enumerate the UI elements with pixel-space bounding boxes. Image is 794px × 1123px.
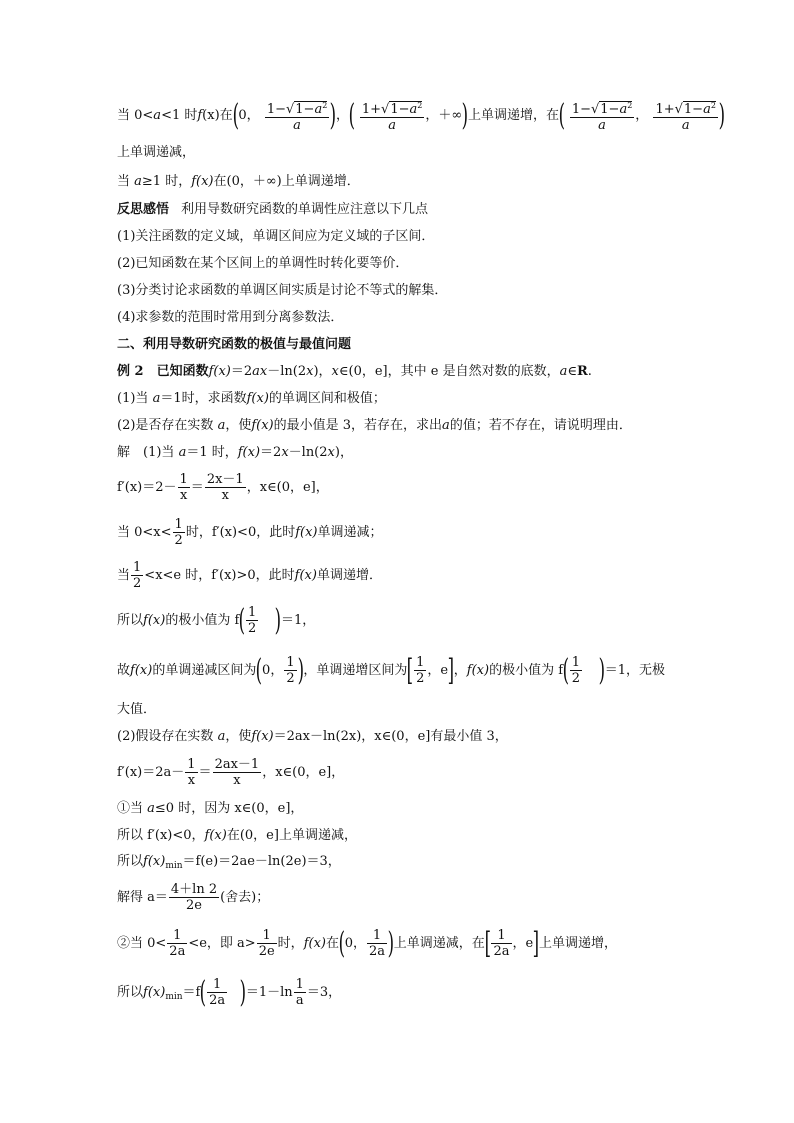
text: ∈: [567, 364, 577, 379]
text: x: [331, 364, 339, 379]
text: ＝1，: [280, 613, 316, 628]
text: f(x): [237, 445, 261, 460]
text: a: [153, 108, 162, 123]
text: )，: [313, 364, 332, 379]
text: 当: [117, 568, 131, 583]
text: 上单调递减，在: [393, 936, 485, 951]
text: a: [442, 418, 450, 433]
subscript: min: [165, 992, 183, 1002]
text: 在: [219, 108, 233, 123]
increasing-case: [117, 560, 382, 591]
text: 例 2 已知函数: [117, 364, 209, 379]
text: (2)是否存在实数: [117, 418, 218, 433]
text: 当: [117, 174, 135, 189]
text: ，x∈(0，e]，: [262, 765, 345, 780]
text: 在(0，＋∞)上单调递增．: [213, 174, 360, 189]
text: (1)当: [117, 391, 153, 406]
text: a: [559, 364, 568, 379]
text: f(x): [294, 568, 317, 583]
fraction: $\frac{1}{2}$: [286, 655, 295, 686]
reflection-heading: 反思感悟: [117, 202, 170, 217]
part-2-assumption: [117, 730, 508, 743]
text: (舍去)；: [220, 890, 270, 905]
line-25: [117, 882, 269, 913]
section-heading: [117, 338, 351, 351]
fraction: $\frac{1}{2e}$: [258, 928, 275, 959]
text: 所以: [117, 985, 144, 1000]
fraction: $\frac{1}{2a}$: [209, 977, 226, 1008]
text: R: [576, 364, 588, 379]
line-point-3: [117, 284, 447, 297]
text: a: [178, 445, 187, 460]
fraction: $\frac{1}{2}$: [416, 655, 425, 686]
text: <1 时: [161, 108, 198, 123]
question-2: [117, 419, 632, 432]
paren-close: ): [718, 97, 726, 133]
line-23: [117, 829, 357, 842]
text: ，单调递增区间为: [303, 663, 408, 678]
text: )，: [334, 445, 353, 460]
text: －ln(2: [267, 364, 307, 379]
text: 二、利用导数研究函数的极值与最值问题: [117, 337, 352, 352]
fraction: $\frac{1}{2a}$: [493, 928, 510, 959]
text: ＝1－ln: [245, 985, 293, 1000]
denominator: a: [681, 118, 690, 133]
text: 大值．: [117, 702, 157, 717]
text: ，使: [225, 729, 252, 744]
decreasing-case: [117, 517, 383, 548]
text: 0，: [262, 663, 284, 678]
text: (2)假设存在实数: [117, 729, 218, 744]
text: ，使: [225, 418, 252, 433]
text: ＝f(e)＝2ae－ln(2e)＝3，: [182, 854, 341, 869]
line-point-1: [117, 230, 434, 243]
text: f(x): [303, 936, 326, 951]
text: a: [134, 174, 142, 189]
fraction: $\frac{1}{2a}$: [169, 928, 186, 959]
text: ①当: [117, 801, 148, 816]
text: a: [152, 391, 161, 406]
fraction: $\frac{1}{2}$: [571, 655, 581, 686]
text: ＝: [198, 765, 212, 780]
text: x: [327, 445, 335, 460]
text: (1)关注函数的定义域，单调区间应为定义域的子区间．: [117, 229, 435, 244]
text: f(x): [143, 985, 166, 1000]
text: ＝2: [260, 445, 282, 460]
text: f(x): [204, 828, 227, 843]
denominator: a: [388, 118, 397, 133]
text: ，: [453, 663, 467, 678]
derivative-line: [117, 472, 329, 503]
question-1: [117, 392, 386, 405]
text: ＝f: [182, 985, 201, 1000]
text: ∈(0，e]，其中 e 是自然对数的底数，: [338, 364, 560, 379]
minimum-value: 所以f(x)的极小值为 f( $\frac{1}{2}$ )＝1，: [117, 602, 316, 638]
text: 时，f′(x)<0，此时: [185, 525, 296, 540]
text: 所以 f′(x)<0，: [117, 828, 205, 843]
fraction: $\frac{1+√1-a^2}{a}$: [360, 98, 424, 133]
text: 所以: [117, 613, 144, 628]
text: ＝1 时，: [186, 445, 238, 460]
text: 当 0<: [117, 108, 154, 123]
denominator: a: [598, 118, 606, 133]
paren-close: ): [329, 97, 337, 133]
paren-open: (: [558, 97, 566, 133]
line-point-4: [117, 311, 343, 324]
text: ②当 0<: [117, 936, 167, 951]
text: f(x): [191, 174, 214, 189]
text: 的值；若不存在，请说明理由．: [449, 418, 632, 433]
text: ＝: [190, 480, 204, 495]
fraction: $\frac{1}{2}$: [133, 560, 142, 591]
text: 时，: [277, 936, 304, 951]
text: ，e: [427, 663, 449, 678]
fraction: $\frac{1}{a}$: [295, 977, 304, 1008]
text: 在: [325, 936, 339, 951]
text: <x<e 时，f′(x)>0，此时: [144, 568, 295, 583]
text: 0，: [344, 936, 366, 951]
text: f′(x)＝2a－: [117, 765, 185, 780]
line-2: [117, 146, 195, 159]
subscript: min: [165, 861, 183, 871]
text: 的单调递减区间为: [152, 663, 257, 678]
text: 当 0<x<: [117, 525, 172, 540]
text: 的单调区间和极值；: [268, 391, 386, 406]
line-reflection: [117, 203, 428, 216]
text: a: [147, 801, 155, 816]
line-point-2: [117, 257, 408, 270]
paren-close: ): [461, 97, 469, 133]
text: 的极小值为 f: [165, 613, 240, 628]
text: f(x): [130, 663, 153, 678]
fraction: $\frac{1}{2}$: [247, 605, 257, 636]
text: f(x): [251, 418, 274, 433]
text: 上单调递减，: [117, 145, 196, 160]
text: ＝1，无极: [604, 663, 666, 678]
text: f: [197, 108, 203, 123]
text: f′(x)＝2－: [117, 480, 177, 495]
fraction: $\frac{4+\ln 2}{2e}$: [170, 882, 218, 913]
text: ，x∈(0，e]，: [246, 480, 329, 495]
text: ax: [252, 364, 268, 379]
text: f(x): [143, 854, 166, 869]
example-2-statement: [117, 365, 592, 378]
text: 解 (1)当: [117, 445, 179, 460]
text: ，＋∞: [425, 108, 463, 123]
text: ＝1时，求函数: [160, 391, 247, 406]
text: ≤0 时，因为 x∈(0，e]，: [154, 801, 304, 816]
text: 解得 a＝: [117, 890, 168, 905]
text: a: [217, 418, 226, 433]
text: ，: [635, 108, 649, 123]
text: f(x): [466, 663, 490, 678]
paren-open: (: [348, 97, 356, 133]
text: (3)分类讨论求函数的单调区间实质是讨论不等式的解集．: [117, 283, 448, 298]
text: a: [217, 729, 226, 744]
derivative-line-2: [117, 757, 344, 788]
line-19: [117, 703, 156, 716]
case-1: [117, 802, 303, 815]
text: ＝2ax－ln(2x)，x∈(0，e]有最小值 3，: [273, 729, 508, 744]
text: .: [587, 364, 592, 379]
line-27: 所以$f(x)_{min}=f$( $\frac{1}{2a}$ )＝1－ln $\frac{1}{a}$ ＝3，: [117, 974, 342, 1010]
text: (4)求参数的范围时常用到分离参数法．: [117, 310, 344, 325]
solution-start: [117, 446, 353, 459]
fraction: $\frac{1-√1-a^2}{a}$: [265, 98, 329, 133]
fraction: $\frac{2ax-1}{x}$: [214, 757, 260, 788]
denominator: a: [293, 118, 301, 133]
fraction: $\frac{1}{2a}$: [369, 928, 386, 959]
paren-open: (: [232, 97, 239, 133]
text: 故: [117, 663, 131, 678]
text: 所以: [117, 854, 144, 869]
text: 的极小值为 f: [489, 663, 564, 678]
text: ≥1 时，: [141, 174, 192, 189]
text: f(x): [208, 364, 231, 379]
text: <e，即 a>: [188, 936, 256, 951]
text: 的最小值是 3，若存在，求出: [273, 418, 443, 433]
text: 单调递减；: [317, 525, 383, 540]
text: 单调递增．: [316, 568, 382, 583]
text: 上单调递增，: [538, 936, 617, 951]
line-monotonic-intervals: 当 0<a<1 时f(x)在(0， $\frac{1-√1-a^2}{a}$ )，( $\frac{1+√1-a^2}{a}$ ，＋∞)上单调递增，在( $\frac{1-√1-a^2}{a}$ ， $\frac{1+√1-a^2}{a}$ ): [117, 97, 726, 133]
text: x: [306, 364, 314, 379]
fraction: $\frac{2x-1}{x}$: [206, 472, 244, 503]
conclusion-1: 故f(x)的单调递减区间为(0， $\frac{1}{2}$ )，单调递增区间为[ $\frac{1}{2}$ ，e]，f(x)的极小值为 f( $\frac{1}{2}$ )＝1，无极: [117, 652, 666, 688]
text: ，e: [512, 936, 534, 951]
fraction: $\frac{1}{x}$: [179, 472, 188, 503]
text: f(x): [251, 729, 274, 744]
text: 上单调递增，在: [467, 108, 559, 123]
text: f(x): [295, 525, 318, 540]
text: ＝2: [230, 364, 253, 379]
text: x: [281, 445, 289, 460]
text: (2)已知函数在某个区间上的单调性时转化要等价．: [117, 256, 409, 271]
text: f(x): [246, 391, 269, 406]
text: f(x): [143, 613, 166, 628]
line-3: [117, 175, 360, 188]
text: ＝3，: [306, 985, 342, 1000]
case-2: ②当 0< $\frac{1}{2a}$ <e，即 a> $\frac{1}{2e}$ 时，f(x)在(0， $\frac{1}{2a}$ )上单调递减，在[ $\frac{1}{2a}$ ，e]上单调递增，: [117, 925, 617, 961]
text: 利用导数研究函数的单调性应注意以下几点: [181, 202, 429, 217]
text: (x): [202, 108, 220, 123]
text: －ln(2: [288, 445, 328, 460]
line-24: [117, 855, 341, 871]
text: 0，: [238, 108, 260, 123]
fraction: $\frac{1-√1-a^2}{a}$: [570, 98, 634, 133]
fraction: $\frac{1}{x}$: [187, 757, 196, 788]
text: 在(0，e]上单调递减，: [226, 828, 357, 843]
fraction: $\frac{1}{2}$: [174, 517, 183, 548]
fraction: $\frac{1+√1-a^2}{a}$: [653, 98, 717, 133]
